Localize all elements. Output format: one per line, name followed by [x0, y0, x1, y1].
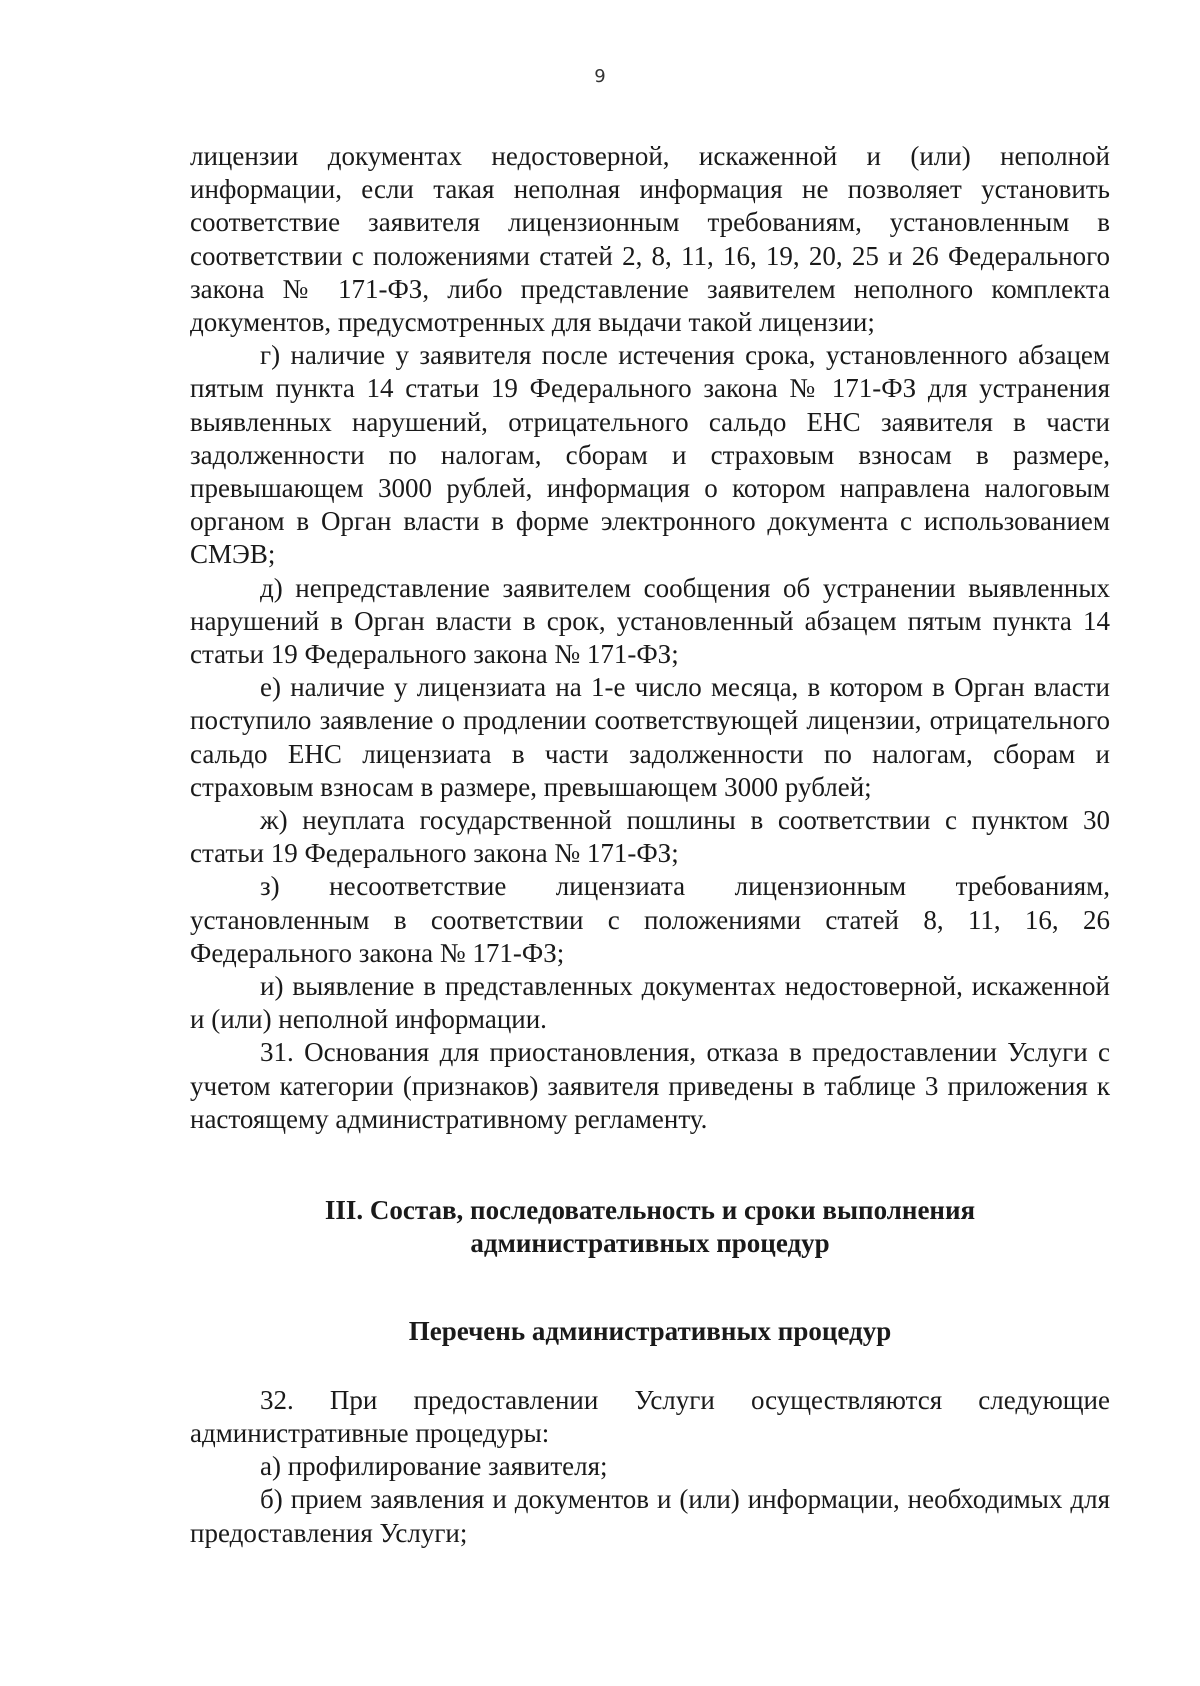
paragraph-31: 31. Основания для приостановления, отказа в предоставлении Услуги с учетом категории (признаков) заявителя приведены в таблице 3 приложения к настоящему административному регламенту. [190, 1037, 1110, 1134]
paragraph-item-e: е) наличие у лицензиата на 1-е число месяца, в котором в Орган власти поступило заявление о продлении соответствующей лицензии, отрицательного сальдо ЕНС лицензиата в части задолженности по налогам, сборам и страховым взносам в размере, превышающем 3000 рублей; [190, 672, 1110, 802]
paragraph-continuation: лицензии документах недостоверной, искаженной и (или) неполной информации, если такая неполная информация не позволяет установить соответствие заявителя лицензионным требованиям, установленным в соответствии с положениями статей 2, 8, 11, 16, 19, 20, 25 и 26 Федерального закона № 171-ФЗ, либо представление заявителем неполного комплекта документов, предусмотренных для выдачи такой лицензии; [190, 141, 1110, 338]
paragraph-item-z: з) несоответствие лицензиата лицензионным требованиям, установленным в соответствии с положениями статей 8, 11, 16, 26 Федерального закона № 171-ФЗ; [190, 871, 1110, 968]
page-number: 9 [594, 66, 606, 87]
section-heading-line-1: III. Состав, последовательность и сроки выполнения [324, 1195, 976, 1226]
document-body [190, 140, 1110, 1550]
section-heading-line-2: административных процедур [470, 1228, 830, 1259]
paragraph-32: 32. При предоставлении Услуги осуществляются следующие административные процедуры: [190, 1384, 1110, 1448]
sub-heading: Перечень административных процедур [408, 1315, 892, 1346]
paragraph-item-d: д) непредставление заявителем сообщения об устранении выявленных нарушений в Орган власти в срок, установленный абзацем пятым пункта 14 статьи 19 Федерального закона № 171-ФЗ; [190, 572, 1110, 670]
paragraph-item-zh: ж) неуплата государственной пошлины в соответствии с пунктом 30 статьи 19 Федерального закона № 171-ФЗ; [190, 805, 1110, 869]
paragraph-item-a: а) профилирование заявителя; [260, 1451, 608, 1482]
paragraph-item-b: б) прием заявления и документов и (или) информации, необходимых для предоставления Услуги; [190, 1484, 1110, 1548]
paragraph-item-g: г) наличие у заявителя после истечения срока, установленного абзацем пятым пункта 14 статьи 19 Федерального закона № 171-ФЗ для устранения выявленных нарушений, отрицательного сальдо ЕНС заявителя в части задолженности по налогам, сборам и страховым взносам в размере, превышающем 3000 рублей, информация о котором направлена налоговым органом в Орган власти в форме электронного документа с использованием СМЭВ; [190, 340, 1110, 570]
paragraph-item-i: и) выявление в представленных документах недостоверной, искаженной и (или) неполной информации. [190, 971, 1110, 1035]
section-heading [190, 1194, 1110, 1260]
